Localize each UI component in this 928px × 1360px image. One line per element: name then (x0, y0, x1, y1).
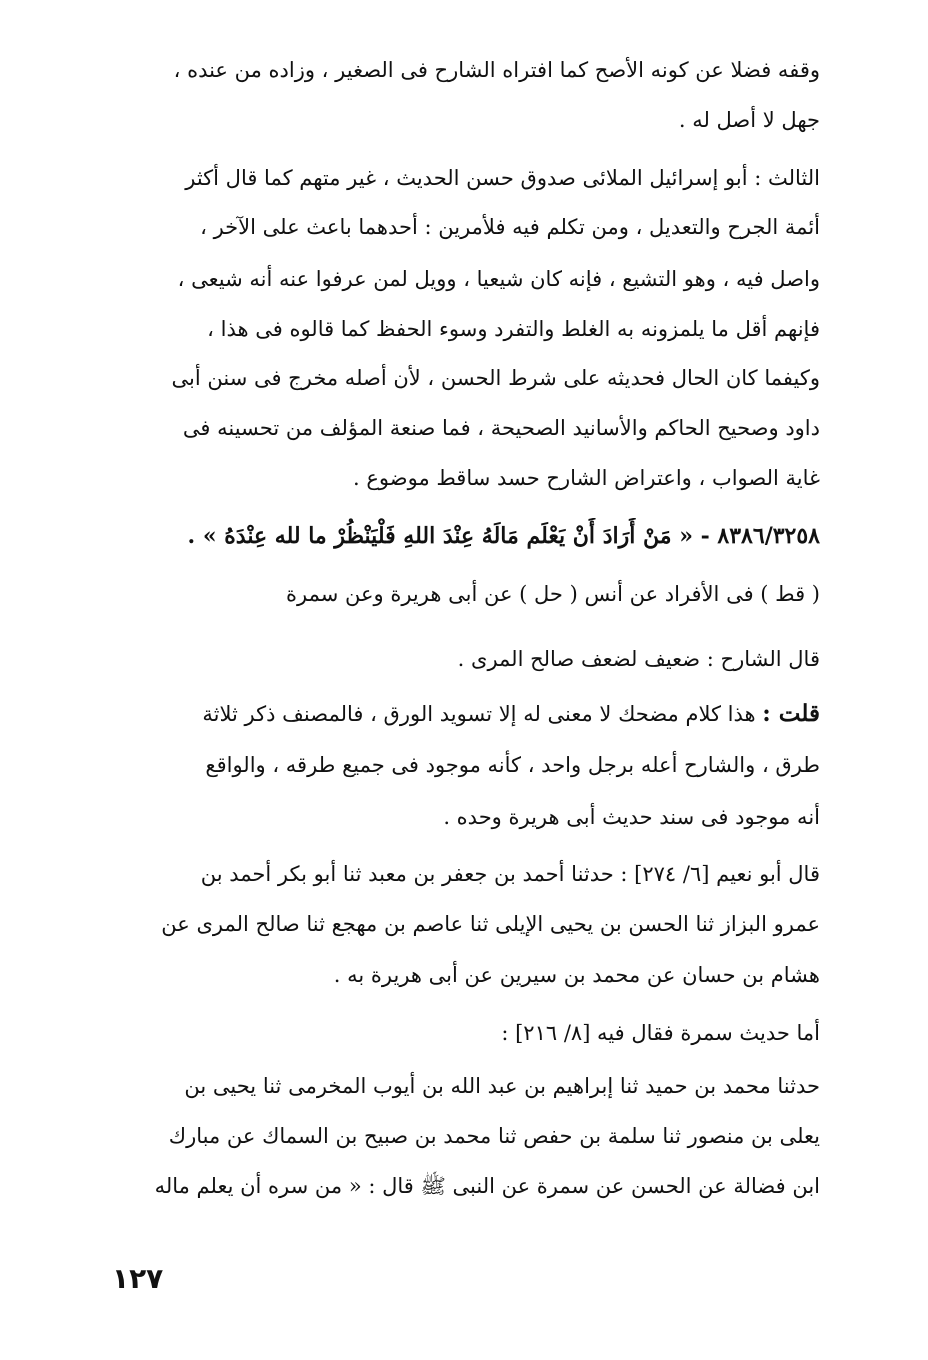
text-line: واصل فيه ، وهو التشيع ، فإنه كان شيعيا ، وويل لمن عرفوا عنه أنه شيعى ، (177, 267, 820, 291)
text-line: يعلى بن منصور ثنا سلمة بن حفص ثنا محمد بن صبيح بن السماك عن مبارك (168, 1124, 820, 1148)
text-line: عمرو البزاز ثنا الحسن بن يحيى الإيلى ثنا عاصم بن مهجع ثنا صالح المرى عن (161, 912, 820, 936)
text-line: قال أبو نعيم [٦/ ٢٧٤] : حدثنا أحمد بن جعفر بن معبد ثنا أبو بكر أحمد بن (200, 862, 820, 886)
text-line: جهل لا أصل له . (678, 108, 820, 132)
text-line: حدثنا محمد بن حميد ثنا إبراهيم بن عبد الله بن أيوب المخرمى ثنا يحيى بن (184, 1074, 820, 1098)
text-line: هشام بن حسان عن محمد بن سيرين عن أبى هريرة به . (333, 963, 820, 987)
text-line: داود وصحيح الحاكم والأسانيد الصحيحة ، فما صنعة المؤلف من تحسينه فى (182, 416, 820, 440)
text-line: وكيفما كان الحال فحديثه على شرط الحسن ، لأن أصله مخرج فى سنن أبى (171, 366, 820, 390)
text-line: وقفه فضلا عن كونه الأصح كما افتراه الشارح فى الصغير ، وزاده من عنده ، (173, 58, 820, 82)
page-number: ١٢٧ (112, 1262, 164, 1295)
text-line: طرق ، والشارح أعله برجل واحد ، كأنه موجود فى جميع طرقه ، والواقع (205, 753, 820, 777)
source-line: ( قط ) فى الأفراد عن أنس ( حل ) عن أبى هريرة وعن سمرة (286, 582, 820, 606)
text-line: أما حديث سمرة فقال فيه [٨/ ٢١٦] : (501, 1021, 820, 1045)
qult-line (108, 696, 820, 732)
text-line: أنه موجود فى سند حديث أبى هريرة وحده . (443, 805, 820, 829)
text-line: قال الشارح : ضعيف لضعف صالح المرى . (457, 647, 820, 671)
qult-label: قلت : (762, 700, 820, 727)
text-line: غاية الصواب ، واعتراض الشارح حسد ساقط موضوع . (353, 466, 820, 490)
text-line: الثالث : أبو إسرائيل الملائى صدوق حسن الحديث ، غير متهم كما قال أكثر (185, 166, 820, 190)
text-line: فإنهم أقل ما يلمزونه به الغلط والتفرد وسوء الحفظ كما قالوه فى هذا ، (207, 317, 820, 341)
text-line: ابن فضالة عن الحسن عن سمرة عن النبى ﷺ قال : « من سره أن يعلم ماله (154, 1174, 820, 1198)
text-line: أئمة الجرح والتعديل ، ومن تكلم فيه فلأمرين : أحدهما باعث على الآخر ، (200, 215, 820, 239)
hadith-text: « مَنْ أَرَادَ أَنْ يَعْلَم مَالَهُ عِنْدَ اللهِ فَلْيَنْظُرْ ما لله عِنْدَهُ » . (187, 523, 693, 549)
qult-text: هذا كلام مضحك لا معنى له إلا تسويد الورق ، فالمصنف ذكر ثلاثة (202, 702, 756, 726)
hadith-heading (108, 518, 820, 554)
hadith-number: ٨٣٨٦/٣٢٥٨ - (700, 523, 820, 549)
